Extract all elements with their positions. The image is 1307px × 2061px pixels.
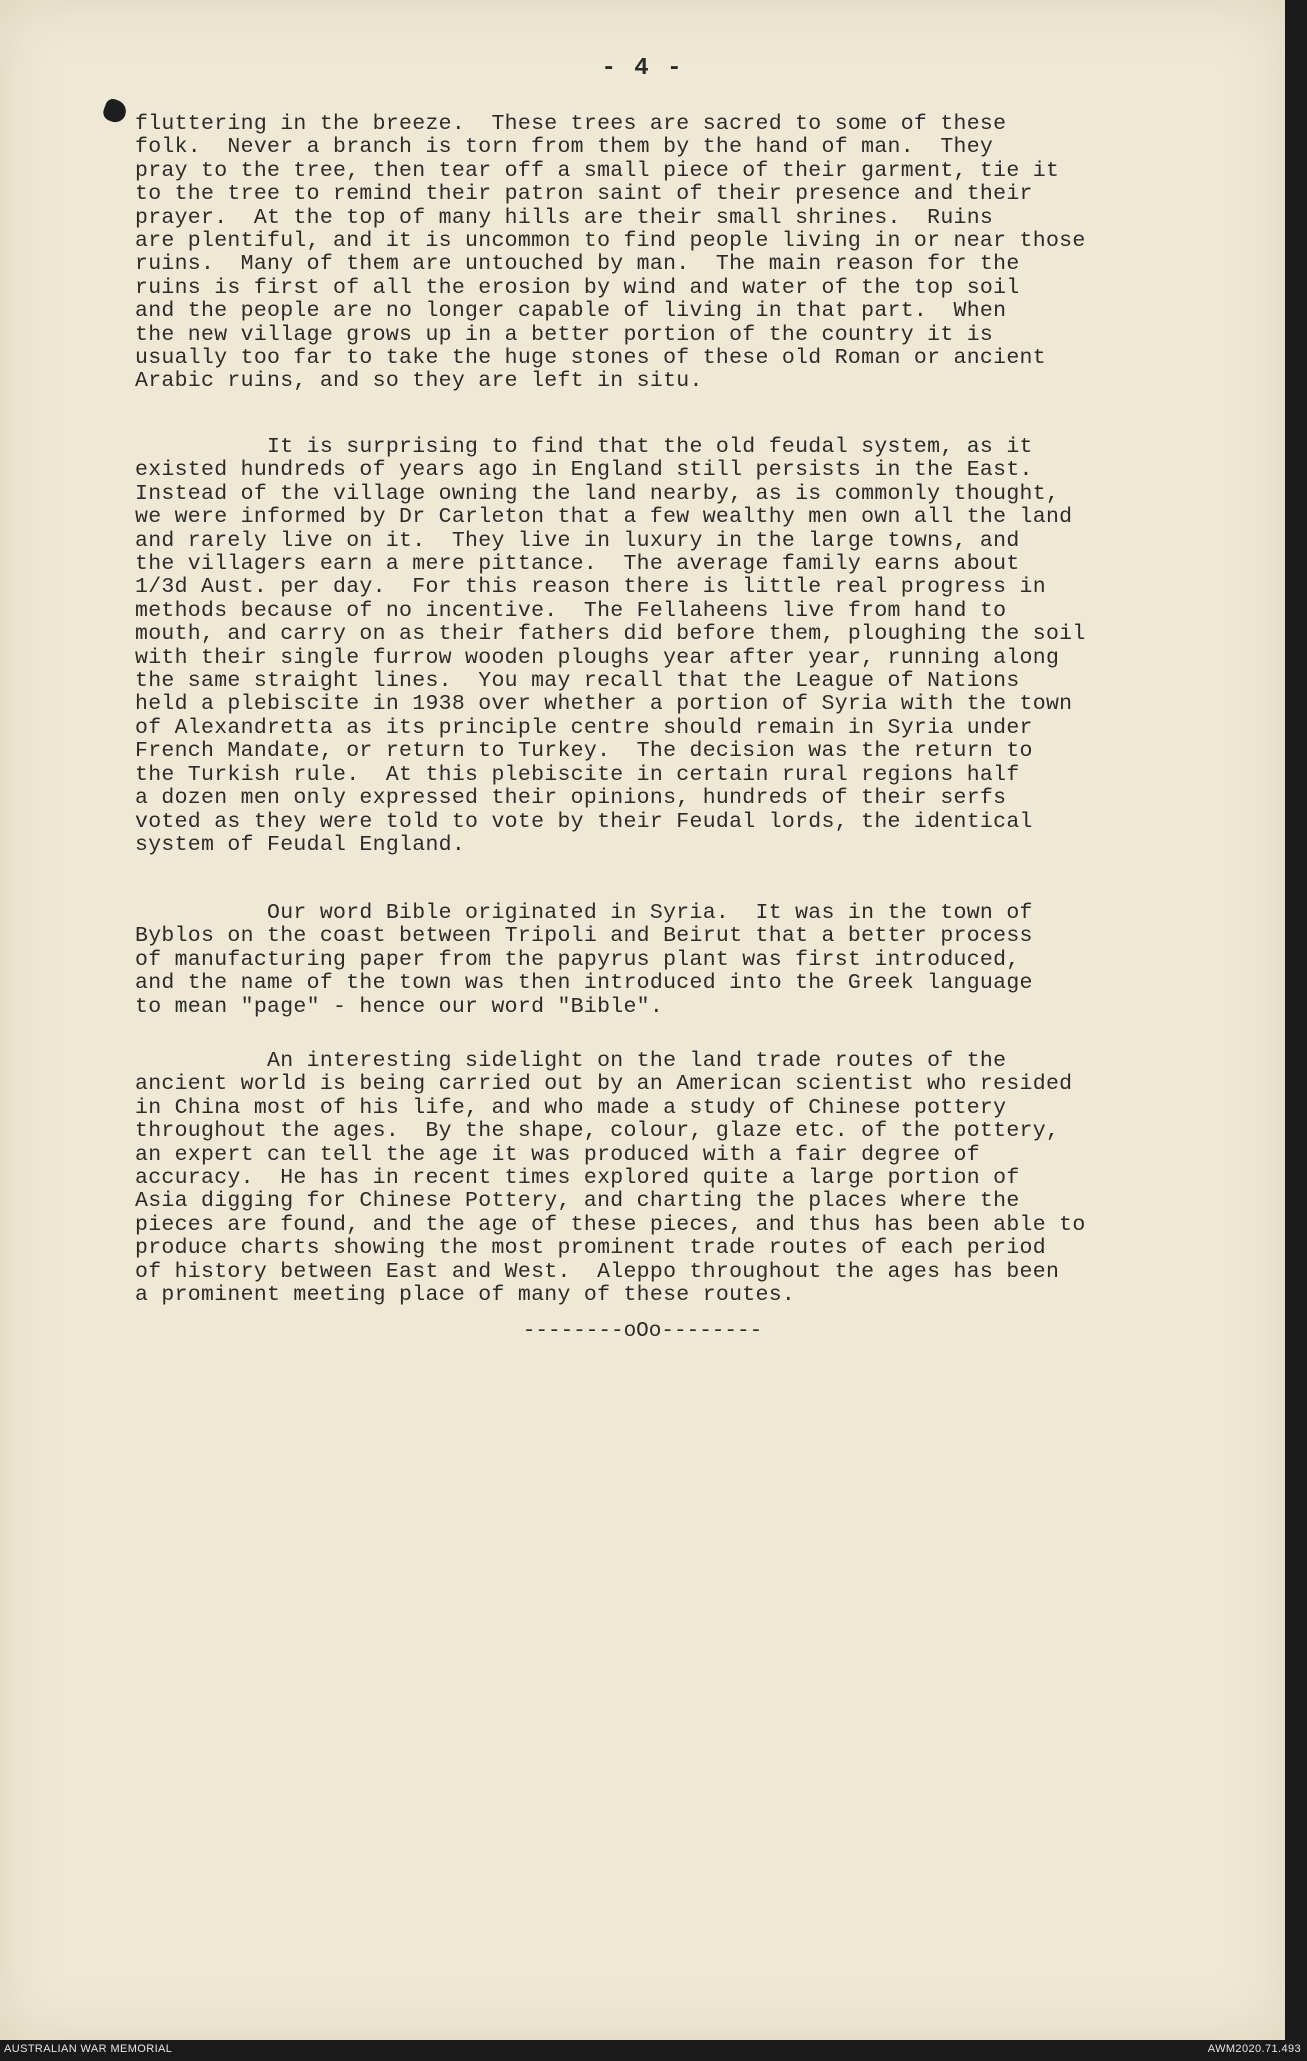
- page-number: - 4 -: [601, 55, 684, 82]
- archive-credit: AUSTRALIAN WAR MEMORIAL: [4, 2043, 173, 2055]
- paragraph-sacred-trees: fluttering in the breeze. These trees are sacred to some of these folk. Never a branch is torn from them by the hand of man. They pray to the tree, then tear off a small piece of their garment, tie it to the tree to remind their patron saint of their presence and their prayer. At the top of many hills are their small shrines. Ruins are plentiful, and it is uncommon to find people living in or near those ruins. Many of them are untouched by man. The main reason for the ruins is first of all the erosion by wind and water of the top soil and the people are no longer capable of living in that part. When the new village grows up in a better portion of the country it is usually too far to take the huge stones of these old Roman or ancient Arabic ruins, and so they are left in situ.: [135, 112, 1086, 394]
- section-divider: --------oOo--------: [522, 1320, 763, 1343]
- paragraph-bible-origin: Our word Bible originated in Syria. It was in the town of Byblos on the coast between Tripoli and Beirut that a better process of manufacturing paper from the papyrus plant was first introduced, and the name of the town was then introduced into the Greek language to mean "page" - hence our word "Bible".: [135, 901, 1033, 1019]
- ink-blot: [101, 97, 129, 125]
- paragraph-trade-routes: An interesting sidelight on the land trade routes of the ancient world is being carried out by an American scientist who resided in China most of his life, and who made a study of Chinese pottery throughout the ages. By the shape, colour, glaze etc. of the pottery, an expert can tell the age it was produced with a fair degree of accuracy. He has in recent times explored quite a large portion of Asia digging for Chinese Pottery, and charting the places where the pieces are found, and the age of these pieces, and thus has been able to produce charts showing the most prominent trade routes of each period of history between East and West. Aleppo throughout the ages has been a prominent meeting place of many of these routes.: [135, 1049, 1086, 1308]
- archive-reference: AWM2020.71.493: [1207, 2043, 1301, 2055]
- paragraph-feudal-system: It is surprising to find that the old feudal system, as it existed hundreds of years ago in England still persists in the East. Instead of the village owning the land nearby, as is commonly thought, we were informed by Dr Carleton that a few wealthy men own all the land and rarely live on it. They live in luxury in the large towns, and the villagers earn a mere pittance. The average family earns about 1/3d Aust. per day. For this reason there is little real progress in methods because of no incentive. The Fellaheens live from hand to mouth, and carry on as their fathers did before them, ploughing the soil with their single furrow wooden ploughs year after year, running along the same straight lines. You may recall that the League of Nations held a plebiscite in 1938 over whether a portion of Syria with the town of Alexandretta as its principle centre should remain in Syria under French Mandate, or return to Turkey. The decision was the return to the Turkish rule. At this plebiscite in certain rural regions half a dozen men only expressed their opinions, hundreds of their serfs voted as they were told to vote by their Feudal lords, the identical system of Feudal England.: [135, 435, 1086, 857]
